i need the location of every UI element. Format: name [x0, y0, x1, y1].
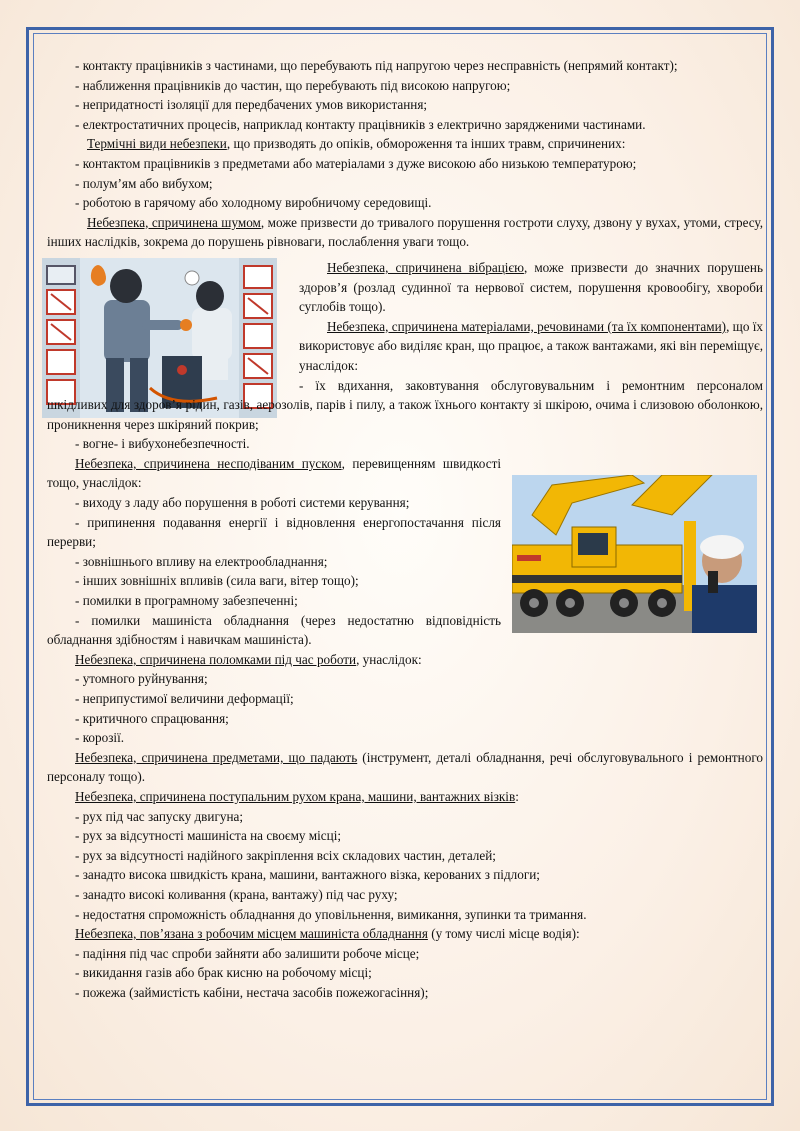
- paragraph-falling: [47, 748, 763, 787]
- document-body: [47, 56, 763, 1003]
- heading-noise: Небезпека, спричинена шумом: [87, 214, 261, 230]
- wrap-section-right: [299, 258, 763, 376]
- list-item: - занадто високі коливання (крана, вантажу) під час руху;: [75, 886, 398, 902]
- heading-thermal: Термічні види небезпеки: [87, 136, 227, 152]
- list-item: - падіння під час спроби зайняти або залишити робоче місце;: [75, 945, 420, 961]
- list-item: - недостатня спроможність обладнання до уповільнення, вимикання, зупинки та тримання.: [75, 906, 587, 922]
- paragraph-start: [47, 454, 501, 493]
- paragraph-inhalation: [47, 376, 763, 435]
- list-item: - викидання газів або брак кисню на робочому місці;: [75, 965, 372, 981]
- wrap-section-left: [47, 454, 501, 650]
- list-item: - непридатності ізоляції для передбачених умов використання;: [75, 97, 428, 113]
- heading-falling: Небезпека, спричинена предметами, що падають: [75, 749, 358, 765]
- paragraph-text: , що їх використовує або виділяє кран, що працює, а також вантажами, які він переміщує, унаслідок:: [299, 318, 763, 373]
- paragraph-materials: [299, 317, 763, 376]
- list-item: - електростатичних процесів, наприклад контакту працівників з електрично зарядженими частинами.: [75, 116, 646, 132]
- paragraph-text: (інструмент, деталі обладнання, речі обслуговувального і ремонтного персоналу тощо).: [47, 749, 764, 785]
- list-item: - роботою в гарячому або холодному виробничому середовищі.: [75, 195, 432, 211]
- paragraph-text: :: [515, 788, 519, 804]
- list-item: - припинення подавання енергії і відновлення енергопостачання після перерви;: [47, 514, 501, 550]
- paragraph-noise: [47, 213, 763, 252]
- list-item: - наближення працівників до частин, що перебувають під високою напругою;: [75, 77, 511, 93]
- heading-breakage: Небезпека, спричинена поломками під час роботи: [75, 651, 357, 667]
- list-item: - пожежа (займистість кабіни, нестача засобів пожежогасіння);: [75, 984, 429, 1000]
- list-item: - утомного руйнування;: [75, 671, 208, 687]
- list-item: - їх вдихання, заковтування обслуговувальним і ремонтним персоналом шкідливих для здоров’я рідин, газів, аерозолів, парів і пилу, а також їхнього контакту зі шкірою, очима і слизовою оболонкою, проникнення через шкіряний покрив;: [47, 377, 763, 432]
- heading-vibration: Небезпека, спричинена вібрацією: [327, 259, 524, 275]
- list-item: - неприпустимої величини деформації;: [75, 691, 294, 706]
- list-item: - рух за відсутності надійного закріплення всіх складових частин, деталей;: [75, 847, 496, 863]
- paragraph-text: , перевищенням швидкості тощо, унаслідок:: [47, 455, 502, 491]
- list-item: - вогне- і вибухонебезпечності.: [75, 436, 250, 452]
- list-item: - помилки в програмному забезпеченні;: [75, 593, 298, 609]
- paragraph-text: (у тому числі місце водія):: [427, 926, 580, 942]
- heading-movement: Небезпека, спричинена поступальним рухом крана, машини, вантажних візків: [75, 788, 516, 804]
- paragraph-text: , унаслідок:: [356, 651, 422, 667]
- list-item: - занадто висока швидкість крана, машини, вантажного візка, керованих з підлоги;: [75, 867, 540, 883]
- heading-workplace: Небезпека, пов’язана з робочим місцем машиніста обладнання: [75, 926, 428, 942]
- paragraph-vibration: [299, 258, 763, 317]
- list-item: - полум’ям або вибухом;: [75, 175, 213, 191]
- paragraph-text: , може призвести до тривалого порушення гостроти слуху, дзвону у вухах, утоми, стресу, інших наслідків, зокрема до порушень рівноваги, послаблення уваги тощо.: [47, 214, 764, 250]
- list-item: - рух під час запуску двигуна;: [75, 808, 244, 824]
- paragraph-breakage: [47, 650, 763, 670]
- list-item: - корозії.: [75, 730, 125, 746]
- list-item: - контактом працівників з предметами або матеріалами з дуже високою або низькою температурою;: [75, 155, 637, 171]
- heading-materials: Небезпека, спричинена матеріалами, речовинами (та їх компонентами): [327, 318, 727, 334]
- list-item: - зовнішнього впливу на електрообладнання;: [75, 553, 328, 569]
- list-item: - контакту працівників з частинами, що перебувають під напругою через несправність (непрямий контакт);: [75, 58, 678, 73]
- paragraph-text: , може призвести до значних порушень здоров’я (розлад судинної та нервової систем, порушення кровообігу, хвороби суглобів тощо).: [299, 259, 763, 315]
- paragraph-movement: [47, 787, 763, 807]
- list-item: - рух за відсутності машиніста на своєму місці;: [75, 828, 342, 844]
- list-item: - критичного спрацювання;: [75, 710, 229, 726]
- paragraph-text: , що призводять до опіків, обмороження та інших травм, спричинених:: [226, 136, 626, 152]
- heading-start: Небезпека, спричинена несподіваним пуском: [75, 455, 342, 471]
- list-item: - помилки машиніста обладнання (через недостатню відповідність обладнання здібностям і навичкам машиніста).: [47, 612, 501, 648]
- paragraph-workplace: [47, 924, 763, 944]
- list-item: - інших зовнішніх впливів (сила ваги, вітер тощо);: [75, 573, 359, 589]
- list-item: - виходу з ладу або порушення в роботі системи керування;: [75, 495, 410, 511]
- paragraph-thermal: [47, 134, 763, 154]
